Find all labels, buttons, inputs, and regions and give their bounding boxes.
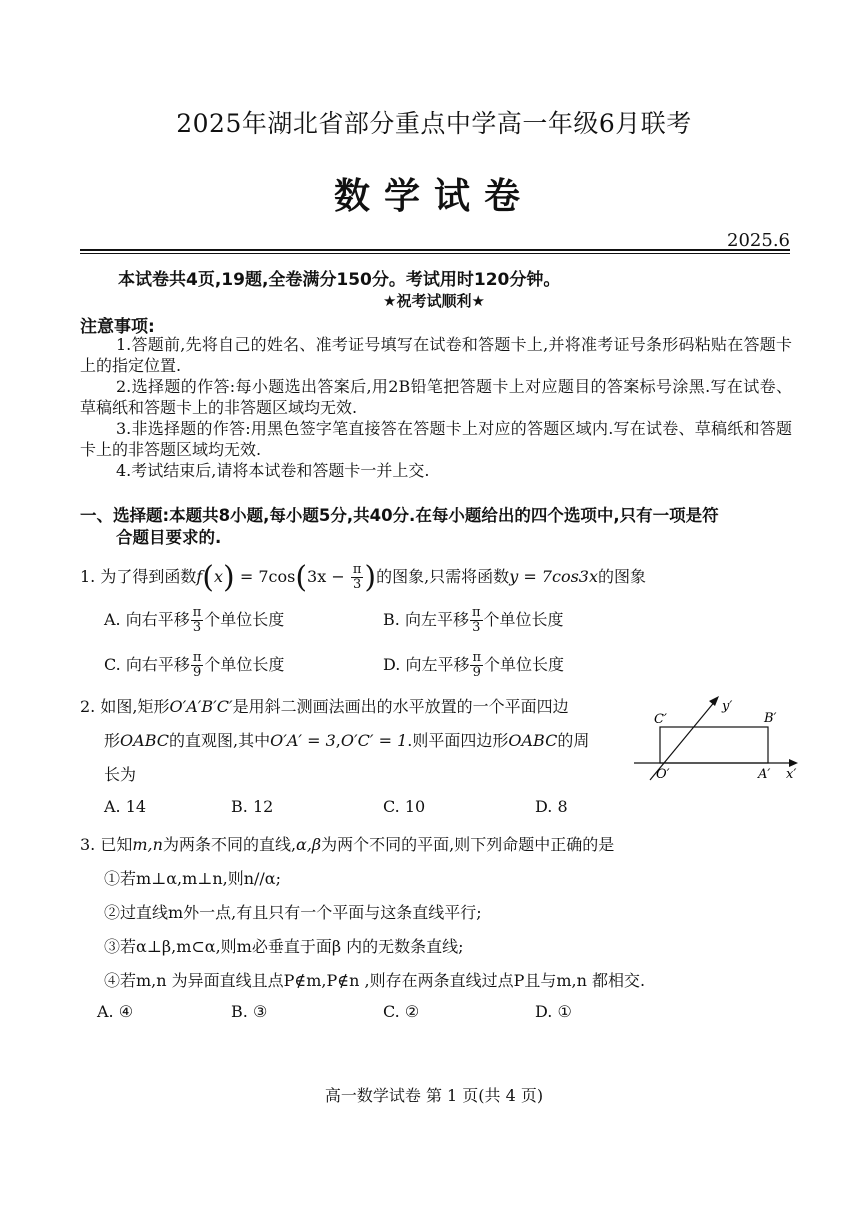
q2-quad-name: OABC	[120, 731, 169, 750]
q1-eq: = 7cos	[234, 567, 296, 586]
q1-text-post: 的图象	[598, 567, 647, 586]
question-number: 2.	[80, 697, 96, 716]
page-footer: 高一数学试卷 第 1 页(共 4 页)	[324, 1086, 544, 1105]
notice-heading: 注意事项:	[80, 317, 155, 337]
q3-statement-3: ③若α⊥β,m⊂α,则m必垂直于面β 内的无数条直线;	[104, 937, 464, 956]
q2-figure	[630, 692, 802, 788]
q2-condition: O′C′ = 1	[340, 731, 408, 750]
x-axis-label: x′	[786, 767, 797, 782]
good-luck-line: ★祝考试顺利★	[383, 292, 485, 310]
option-text: 12	[252, 797, 274, 816]
option-text: 个单位长度	[204, 610, 285, 629]
question-1-stem	[80, 560, 646, 595]
exam-title: 2025年湖北省部分重点中学高一年级6月联考	[176, 109, 692, 138]
q2-text: .则平面四边形	[407, 731, 509, 750]
option-text: 个单位长度	[484, 655, 565, 674]
option-text: 向左平移	[404, 610, 469, 629]
option-text: 14	[125, 797, 147, 816]
q3-text: 已知	[100, 835, 133, 854]
option-text: 8	[557, 797, 568, 816]
q2-quad-name: OABC	[508, 731, 558, 750]
option-letter: C.	[383, 1002, 400, 1021]
q3-option-b[interactable]	[231, 1002, 267, 1021]
option-text: ④	[118, 1002, 134, 1021]
q3-option-c[interactable]	[383, 1002, 419, 1021]
y-axis-label: y′	[722, 699, 733, 714]
q3-planes: α,β	[296, 835, 322, 854]
exam-intro: 本试卷共4页,19题,全卷满分150分。考试用时120分钟。	[118, 270, 561, 290]
q3-statement-1: ①若m⊥α,m⊥n,则n//α;	[104, 869, 282, 888]
fraction-numerator: π	[471, 605, 481, 620]
q3-text: 为两条不同的直线,	[162, 835, 297, 854]
q1-y-expr: y = 7cos3x	[509, 567, 598, 586]
option-text: 个单位长度	[483, 610, 564, 629]
point-b-label: B′	[764, 711, 777, 726]
q1-var: x	[214, 567, 224, 586]
q1-text-mid: 的图象,只需将函数	[376, 567, 510, 586]
q3-statement-4: ④若m,n 为异面直线且点P∉m,P∉n ,则存在两条直线过点P且与m,n 都相交.	[104, 971, 646, 990]
q1-text-pre: 为了得到函数	[100, 567, 197, 586]
q1-option-c[interactable]	[104, 651, 284, 680]
option-text: 10	[404, 797, 426, 816]
option-letter: A.	[97, 1002, 114, 1021]
q2-text: 形	[104, 731, 121, 750]
option-letter: D.	[535, 797, 553, 816]
header-rule	[80, 249, 790, 251]
option-text: 向右平移	[125, 610, 190, 629]
paren: )	[364, 560, 377, 595]
q1-option-d[interactable]	[383, 651, 564, 680]
q1-option-b[interactable]	[383, 606, 564, 635]
notice-item: 4.考试结束后,请将本试卷和答题卡一并上交.	[116, 461, 430, 480]
q3-statement-2: ②过直线m外一点,有且只有一个平面与这条直线平行;	[104, 903, 482, 922]
question-3-stem	[80, 832, 614, 855]
x-axis-arrow	[789, 759, 798, 767]
header-rule-thin	[80, 253, 790, 254]
q2-text: 如图,矩形	[100, 697, 170, 716]
q1-func-name: f	[196, 567, 203, 586]
paren: )	[223, 560, 235, 595]
point-a-label: A′	[758, 767, 771, 782]
exam-date: 2025.6	[727, 230, 790, 251]
q3-text: 为两个不同的平面,则下列命题中正确的是	[321, 835, 615, 854]
q2-text: 是用斜二测画法画出的水平放置的一个平面四边	[232, 697, 569, 716]
fraction-denominator: 9	[193, 665, 202, 680]
q3-lines: m,n	[132, 835, 163, 854]
q1-option-a[interactable]	[104, 606, 284, 635]
fraction-denominator: 3	[192, 620, 202, 635]
option-text: ③	[252, 1002, 268, 1021]
q2-option-b[interactable]	[231, 797, 273, 816]
notice-list	[80, 334, 792, 481]
option-letter: B.	[231, 1002, 248, 1021]
option-letter: D.	[535, 1002, 553, 1021]
q2-option-d[interactable]	[535, 797, 568, 816]
fraction	[191, 651, 204, 680]
fraction-numerator: π	[192, 605, 202, 620]
q1-inner: 3x −	[307, 567, 350, 586]
q2-option-a[interactable]	[104, 797, 146, 816]
fraction-denominator: 3	[352, 577, 362, 592]
fraction	[191, 606, 204, 635]
option-text: ②	[404, 1002, 420, 1021]
point-c-label: C′	[654, 712, 667, 727]
question-2-line1	[80, 694, 569, 717]
paren: (	[295, 560, 308, 595]
notice-item: 1.答题前,先将自己的姓名、准考证号填写在试卷和答题卡上,并将准考证号条形码粘贴在答题卡上的指定位置.	[80, 335, 792, 375]
option-text: ①	[557, 1002, 572, 1021]
section-heading-line1: 一、选择题:本题共8小题,每小题5分,共40分.在每小题给出的四个选项中,只有一项是符	[80, 506, 719, 525]
paren: (	[202, 560, 215, 595]
rectangle-oabc	[660, 727, 768, 763]
notice-item: 2.选择题的作答:每小题选出答案后,用2B铅笔把答题卡上对应题目的答案标号涂黑.写在试卷、草稿纸和答题卡上的非答题区域均无效.	[80, 377, 792, 417]
option-letter: B.	[231, 797, 248, 816]
option-letter: C.	[383, 797, 400, 816]
option-letter: A.	[104, 797, 121, 816]
q2-text: 的周	[557, 731, 590, 750]
fraction-numerator: π	[352, 562, 362, 577]
fraction	[351, 563, 364, 592]
question-number: 1.	[80, 567, 96, 586]
q3-option-a[interactable]	[97, 1002, 133, 1021]
question-2-line3: 长为	[104, 765, 137, 784]
option-letter: D.	[383, 655, 401, 674]
question-number: 3.	[80, 835, 96, 854]
q2-rect-name: O′A′B′C′	[169, 697, 233, 716]
fraction	[470, 651, 483, 680]
option-text: 向右平移	[125, 655, 190, 674]
subject-title: 数学试卷	[333, 176, 534, 217]
q2-condition: O′A′ = 3	[270, 731, 336, 750]
fraction	[470, 606, 483, 635]
q2-text: 的直观图,其中	[168, 731, 271, 750]
q2-option-c[interactable]	[383, 797, 425, 816]
point-o-label: O′	[656, 767, 670, 782]
section-heading-line2: 合题目要求的.	[116, 528, 222, 547]
option-letter: B.	[383, 610, 400, 629]
section-heading	[80, 505, 792, 549]
option-letter: C.	[104, 655, 121, 674]
notice-item: 3.非选择题的作答:用黑色签字笔直接答在答题卡上对应的答题区域内.写在试卷、草稿纸和答题卡上的非答题区域均无效.	[80, 419, 792, 459]
fraction-numerator: π	[192, 650, 202, 665]
y-axis-arrow	[709, 696, 719, 706]
q3-option-d[interactable]	[535, 1002, 572, 1021]
option-text: 个单位长度	[204, 655, 285, 674]
question-2-line2	[104, 728, 589, 751]
fraction-denominator: 3	[472, 620, 481, 635]
option-letter: A.	[104, 610, 121, 629]
fraction-numerator: π	[472, 650, 481, 665]
fraction-denominator: 9	[472, 665, 481, 680]
q2-sep: ,	[335, 731, 341, 750]
option-text: 向左平移	[405, 655, 470, 674]
